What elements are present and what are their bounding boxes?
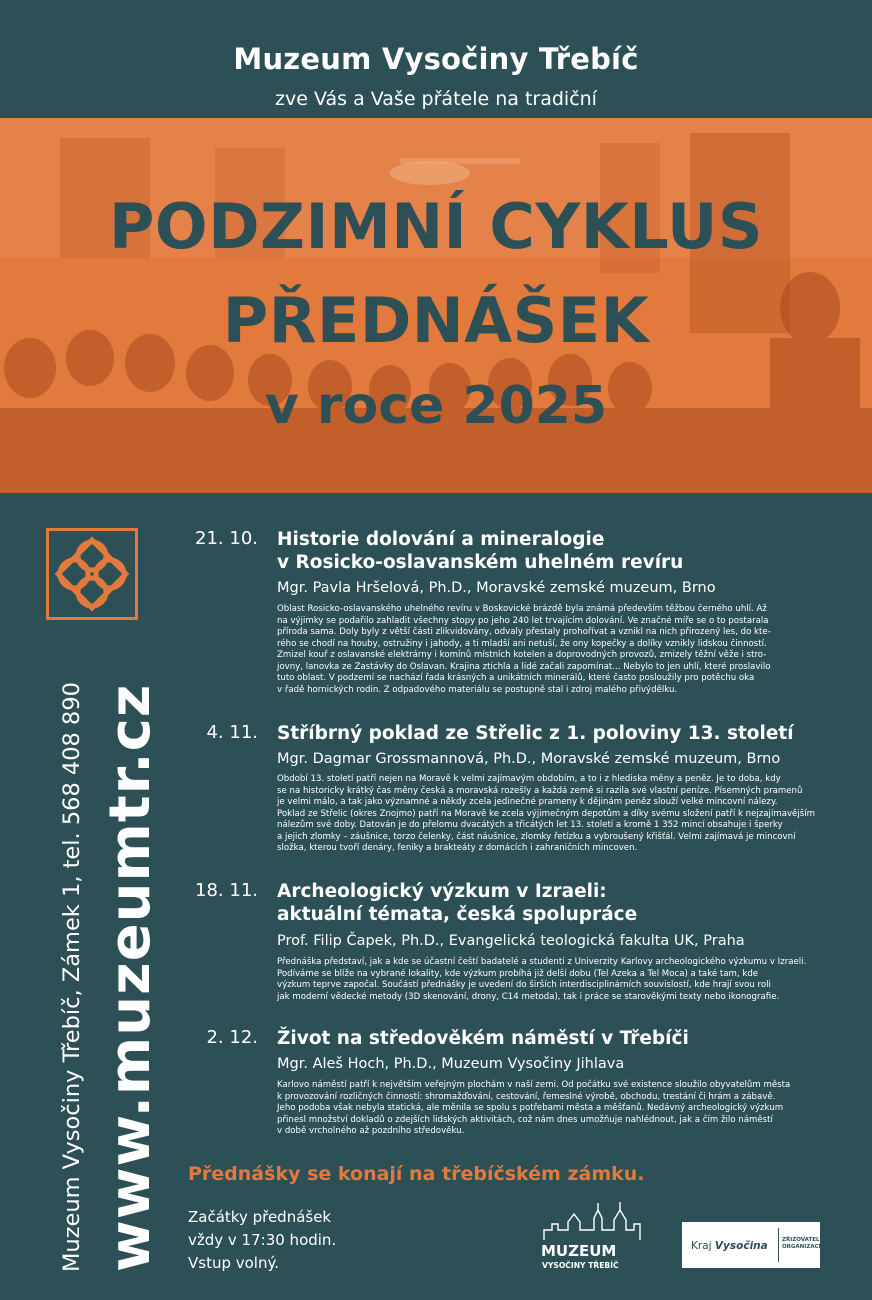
lecture-title: [277, 528, 847, 574]
lecture-speaker: Mgr. Aleš Hoch, Ph.D., Muzeum Vysočiny Jihlava: [277, 1056, 625, 1072]
museum-address: Muzeum Vysočiny Třebíč, Zámek 1, tel. 568 408 890: [59, 682, 85, 1272]
lecture-title: [277, 1027, 847, 1050]
badge-divider: [778, 1228, 779, 1262]
lecture-description: [277, 957, 832, 1003]
lecture-date: 18. 11.: [195, 880, 258, 901]
museum-name: Muzeum Vysočiny Třebíč: [233, 42, 639, 76]
muzeum-logo-text: MUZEUM: [541, 1242, 617, 1260]
lecture-title-line: v Rosicko-oslavanském uhelném revíru: [277, 552, 684, 573]
description-line: v době vrcholného až pozdního středověku.: [277, 1126, 465, 1136]
website-link[interactable]: www.muzeumtr.cz: [98, 683, 163, 1272]
header: [0, 0, 872, 118]
lecture-description: [277, 774, 832, 855]
times-line: Začátky přednášek: [188, 1208, 332, 1226]
lecture-item: [180, 880, 840, 1005]
start-times: [188, 1206, 336, 1275]
lecture-speaker: Mgr. Dagmar Grossmannová, Ph.D., Moravské zemské muzeum, Brno: [277, 751, 781, 767]
kraj-word: Kraj: [691, 1240, 712, 1252]
lecture-date: 4. 11.: [206, 722, 258, 743]
description-line: v řadě hornických rodin. Z odpadového materiálu se postupně stal i zdroj malého přivýdělku.: [277, 684, 678, 695]
lecture-item: [180, 722, 840, 862]
description-line: Oblast Rosicko-oslavanského uhelného revíru v Boskovické brázdě byla známá především těžbou černého uhlí. Až: [277, 604, 767, 614]
lecture-title-line: Stříbrný poklad ze Střelic z 1. poloviny 13. století: [277, 723, 794, 744]
museum-knot-logo-icon: [46, 528, 138, 620]
lecture-title: [277, 880, 847, 926]
lecture-title-line: Život na středověkém náměstí v Třebíči: [277, 1028, 689, 1049]
description-line: přinesl množství dokladů o zdejších lidských aktivitách, což nám dnes umožňuje nahlédnout, jak a čím žilo náměstí: [277, 1114, 773, 1125]
description-line: jak moderní vědecké metody (3D skenování, drony, C14 metoda), tak i práce se starověkými texty nebo ikonografie.: [277, 991, 780, 1002]
invitation-line: zve Vás a Vaše přátele na tradiční: [275, 88, 597, 110]
description-line: výzkum teprve započal. Součástí přednášky je uvedení do širších interdisciplinárních souvislostí, kde hrají svou roli: [277, 980, 771, 990]
lecture-date: 21. 10.: [195, 528, 258, 549]
description-line: tuto oblast. V podzemí se nachází řada krásných a unikátních minerálů, které často posloužily pro potěchu oka: [277, 673, 755, 683]
description-line: k provozování rozličných činností: shromažďování, cestování, řemeslné výrobě, obchodu, trestání či hrám a zábavě.: [277, 1091, 776, 1102]
lecture-title: [277, 722, 847, 745]
description-line: Poklad ze Střelic (okres Znojmo) patří na Moravě ke zcela výjimečným depotům a díky svému složení patří k nejzajímavějším: [277, 808, 815, 819]
lecture-title-line: aktuální témata, česká spolupráce: [277, 904, 638, 925]
description-line: Zmizel kouř z oslavanské elektrárny i komínů místních kotelen a doprovodných provozů, zmizely těžní věže i stro-: [277, 650, 767, 660]
venue-note: Přednášky se konají na třebíčském zámku.: [188, 1163, 645, 1185]
description-line: jovny, lanovka ze Zastávky do Oslavan. Krajina ztichla a lidé začali zapomínat... Nebylo to jen uhlí, které proslavilo: [277, 661, 771, 672]
founder-label: [782, 1237, 823, 1251]
hero-title-line-2: PŘEDNÁŠEK: [222, 284, 650, 357]
description-line: rého se chodí na houby, ostružiny i jahody, a ti mladší ani netuší, že ony kopečky a dolíky vznikly lidskou činností.: [277, 638, 767, 649]
lecture-description: [277, 1080, 832, 1138]
kraj-name: [691, 1240, 768, 1252]
description-line: na výjimky se podařilo zahladit všechny stopy po jeho 240 let trvajícím dolování. Ve značné míře se o to postarala: [277, 615, 769, 626]
lecture-speaker: Mgr. Pavla Hršelová, Ph.D., Moravské zemské muzeum, Brno: [277, 580, 716, 596]
founder-label-line: ORGANIZACE: [782, 1244, 823, 1250]
lecture-description: [277, 604, 832, 696]
times-line: vždy v 17:30 hodin.: [188, 1231, 337, 1249]
vysocina-word: Vysočina: [714, 1240, 768, 1252]
description-line: Karlovo náměstí patří k největším veřejným plochám v naší zemi. Od počátku své existence sloužilo obyvatelům města: [277, 1080, 791, 1090]
lecture-date: 2. 12.: [206, 1027, 258, 1048]
lecture-item: [180, 528, 840, 703]
description-line: složka, kterou tvoří denáry, feniky a brakteáty z domácích i zahraničních mincoven.: [277, 843, 638, 853]
hero-title-line-1: PODZIMNÍ CYKLUS: [108, 190, 764, 263]
muzeum-logo-subtext: VYSOČINY TŘEBÍČ: [542, 1261, 619, 1270]
lecture-speaker: Prof. Filip Čapek, Ph.D., Evangelická teologická fakulta UK, Praha: [277, 933, 745, 949]
hero-title-line-3: v roce 2025: [264, 376, 608, 436]
description-line: Období 13. století patří nejen na Moravě k velmi zajímavým obdobím, a to i z hlediska měny a peněz. Je to doba, kdy: [277, 774, 781, 784]
description-line: a jejich zlomky – záušnice, torzo čelenky, část náušnice, zlomky řetízku a vybroušený křišťál. Velmi zajímavá je mincovní: [277, 831, 796, 842]
muzeum-vysociny-logo: [538, 1200, 650, 1272]
description-line: příroda sama. Doly byly z větší části zlikvidovány, odvaly přestaly prohořívat a vznikl na nich přirozený les, do kte-: [277, 627, 771, 637]
description-line: Podíváme se blíže na vybrané lokality, kde výzkum probíhá již delší dobu (Tel Azeka a Tel Moca) a také tam, kde: [277, 968, 759, 979]
founder-label-line: ZŘIZOVATEL: [782, 1237, 820, 1243]
description-line: Přednáška představí, jak a kde se účastní čeští badatelé a studenti z Univerzity Karlovy archeologického výzkumu v Izraeli.: [277, 957, 807, 967]
description-line: je velmi málo, a tak jako významné a někdy zcela jedinečné prameny k dějinám peněz slouží velké mincovní nálezy.: [277, 797, 778, 807]
lecture-item: [180, 1027, 840, 1147]
description-line: Jeho podoba však nebyla statická, ale měnila se spolu s potřebami města a měšťanů. Nedávný archeologický výzkum: [277, 1103, 784, 1113]
lecture-title-line: Archeologický výzkum v Izraeli:: [277, 881, 607, 902]
admission-note: Vstup volný.: [188, 1254, 279, 1272]
description-line: nálezům své doby. Datován je do přelomu dvacátých a třicátých let 13. století a kromě 1 352 mincí obsahuje i šperky: [277, 820, 783, 830]
description-line: se na historicky krátký čas měny česká a moravská rozešly a každá země si razila své vlastní peníze. Písemných pramenů: [277, 785, 803, 796]
lecture-title-line: Historie dolování a mineralogie: [277, 529, 605, 550]
kraj-vysocina-badge: [682, 1222, 823, 1268]
hero-banner: [0, 118, 872, 493]
